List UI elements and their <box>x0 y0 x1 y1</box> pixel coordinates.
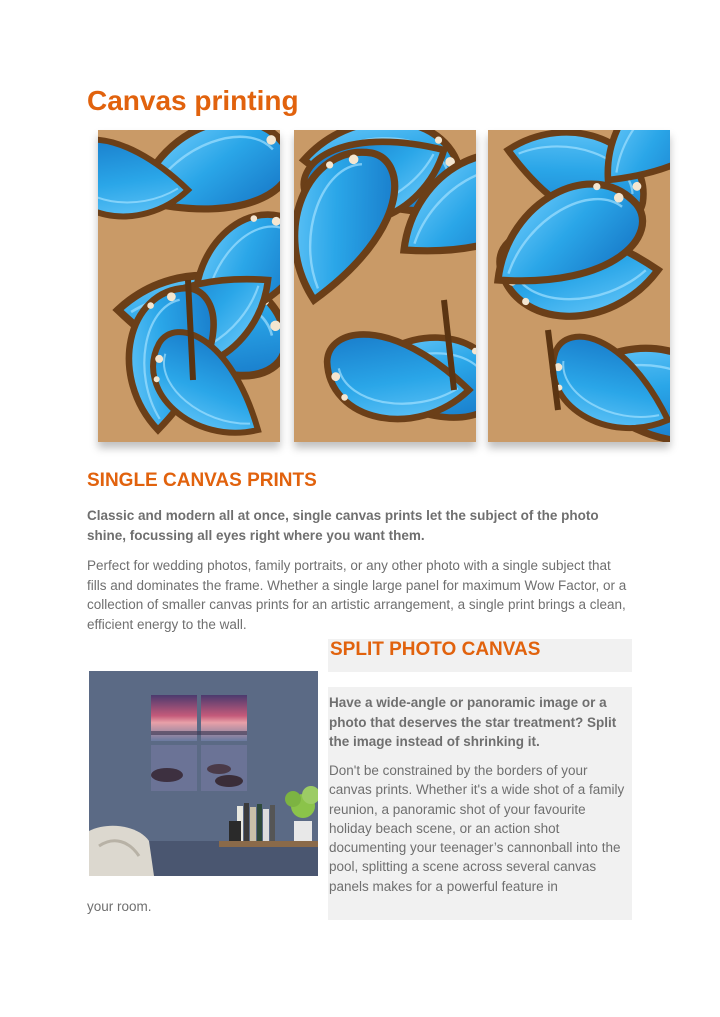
single-canvas-body: Perfect for wedding photos, family portraits, or any other photo with a single subject that fills and dominates the frame. Whether a single large panel for maximum Wow Factor, or a collection of smaller canvas prints for an artistic arrangement, a single print brings a clean, efficient energy to the wall. <box>87 558 627 632</box>
canvas-panel-right <box>488 130 670 442</box>
split-canvas-lead: Have a wide-angle or panoramic image or a photo that deserves the star treatment? Split the image instead of shrinking it. <box>329 695 617 749</box>
split-canvas-body: Don't be constrained by the borders of your canvas prints. Whether it's a wide shot of a family reunion, a panoramic shot of your favourite holiday beach scene, or an action shot documenting your teenager’s cannonball into the pool, splitting a scene across several canvas panels makes for a powerful feature in <box>329 763 625 894</box>
butterfly-triptych-image <box>92 130 674 452</box>
canvas-panel-left <box>98 130 280 442</box>
split-box-divider <box>328 672 632 687</box>
canvas-panel-middle <box>294 130 476 442</box>
split-canvas-room-photo <box>89 671 318 876</box>
split-canvas-heading: SPLIT PHOTO CANVAS <box>330 639 541 660</box>
single-canvas-heading: SINGLE CANVAS PRINTS <box>87 470 317 491</box>
split-canvas-body-tail: your room. <box>87 899 152 914</box>
single-canvas-lead: Classic and modern all at once, single canvas prints let the subject of the photo shine, focussing all eyes right where you want them. <box>87 508 599 543</box>
page-title: Canvas printing <box>87 85 299 116</box>
